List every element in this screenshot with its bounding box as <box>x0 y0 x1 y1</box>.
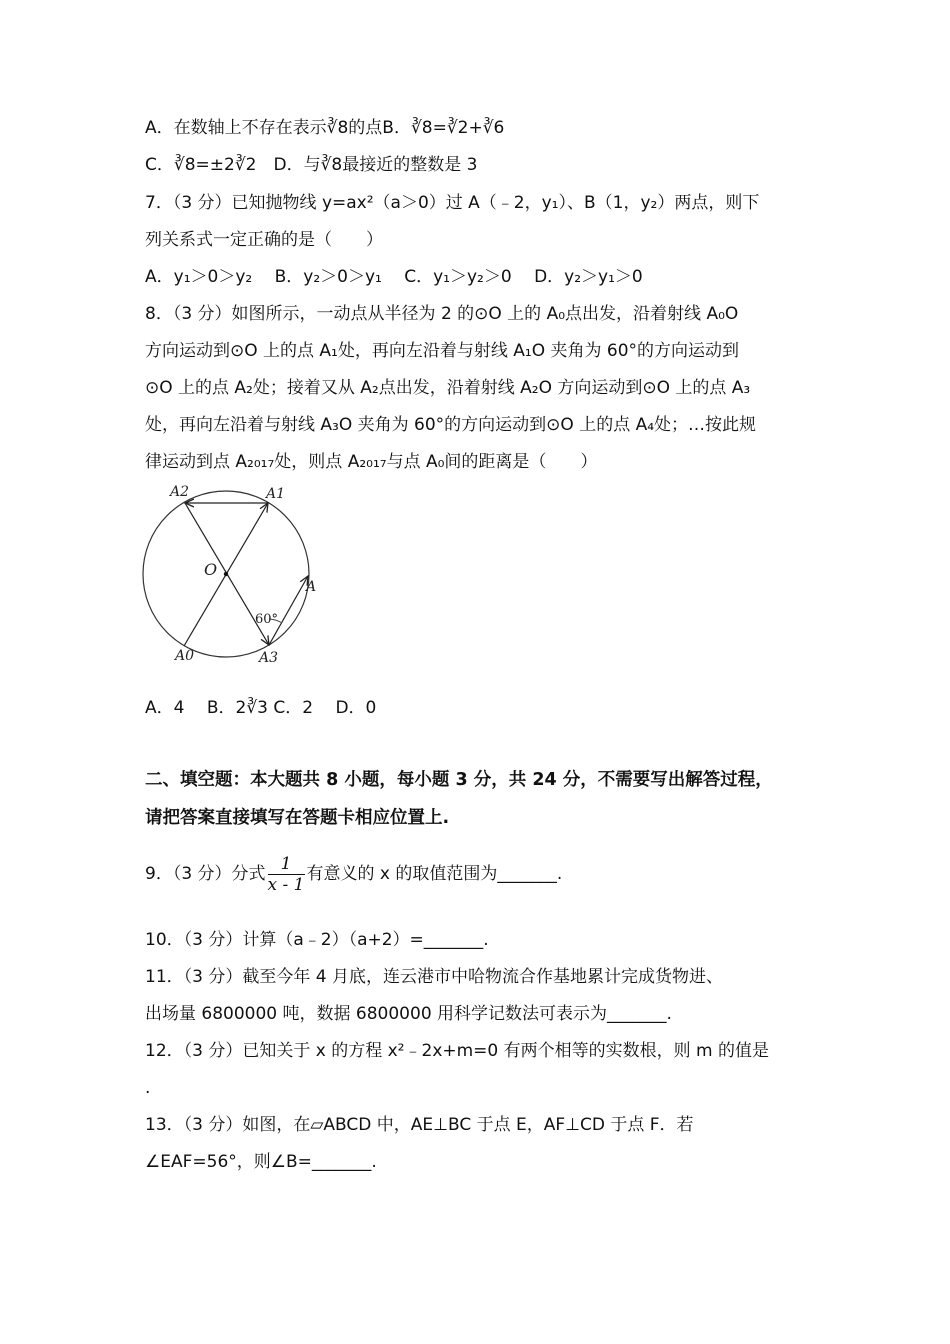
q6-option-a: A．在数轴上不存在表示∛8的点 <box>145 118 383 138</box>
q9-prefix: 9．（3 分）分式 <box>145 864 266 884</box>
q9-fraction-numerator: 1 <box>268 854 305 875</box>
q10-line: 10．（3 分）计算（a﹣2）（a+2）=_______. <box>145 930 489 950</box>
q6-option-b: B．∛8=∛2+∛6 <box>382 118 505 138</box>
q6-options-ab <box>145 116 504 140</box>
q6-option-d: D．与∛8最接近的整数是 3 <box>273 155 478 175</box>
q7-options: A．y₁＞0＞y₂ B．y₂＞0＞y₁ C．y₁＞y₂＞0 D．y₂＞y₁＞0 <box>145 267 643 287</box>
q8-line4: 处，再向左沿着与射线 A₃O 夹角为 60°的方向运动到⊙O 上的点 A₄处；…按此规 <box>145 415 757 435</box>
q7-line2: 列关系式一定正确的是（ ） <box>145 230 383 250</box>
q8-line3: ⊙O 上的点 A₂处；接着又从 A₂点出发，沿着射线 A₂O 方向运动到⊙O 上的点 A₃ <box>145 378 751 398</box>
q6-options-cd <box>145 153 477 177</box>
q11-line1: 11．（3 分）截至今年 4 月底，连云港市中哈物流合作基地累计完成货物进、 <box>145 967 723 987</box>
q8-line5: 律运动到点 A₂₀₁₇处，则点 A₂₀₁₇与点 A₀间的距离是（ ） <box>145 452 598 472</box>
label-a1: A1 <box>266 486 286 502</box>
section2-heading-line2: 请把答案直接填写在答题卡相应位置上. <box>145 808 450 828</box>
q8-options: A．4 B．2∛3 C．2 D．0 <box>145 698 377 718</box>
q7-line1: 7．（3 分）已知抛物线 y=ax²（a＞0）过 A（﹣2，y₁）、B（1，y₂）两点，则下 <box>145 193 760 213</box>
segment-a3-a <box>269 576 308 645</box>
q13-line1: 13．（3 分）如图，在▱ABCD 中，AE⊥BC 于点 E，AF⊥CD 于点 F．若 <box>145 1115 694 1135</box>
center-point <box>224 572 228 576</box>
q12-line2: . <box>145 1078 151 1098</box>
q8-line1: 8．（3 分）如图所示，一动点从半径为 2 的⊙O 上的 A₀点出发，沿着射线 A₀O <box>145 304 739 324</box>
label-a0: A0 <box>175 648 195 664</box>
q9-suffix: 有意义的 x 的取值范围为_______. <box>306 864 563 884</box>
q11-line2: 出场量 6800000 吨，数据 6800000 用科学记数法可表示为_______. <box>145 1004 672 1024</box>
q8-circle-figure <box>138 478 328 668</box>
label-a3: A3 <box>259 650 279 666</box>
label-60-degree: 60° <box>255 612 279 627</box>
label-o: O <box>204 560 218 579</box>
q13-line2: ∠EAF=56°，则∠B=_______. <box>145 1152 377 1172</box>
q9-line <box>145 852 562 896</box>
q6-option-c: C．∛8=±2∛2 <box>145 155 257 175</box>
q12-line1: 12．（3 分）已知关于 x 的方程 x²﹣2x+m=0 有两个相等的实数根，则 m 的值是 <box>145 1041 770 1061</box>
q8-line2: 方向运动到⊙O 上的点 A₁处，再向左沿着与射线 A₁O 夹角为 60°的方向运动到 <box>145 341 740 361</box>
q9-fraction-denominator: x - 1 <box>267 874 305 895</box>
label-a2: A2 <box>170 484 190 500</box>
q9-fraction <box>268 854 305 895</box>
section2-heading-line1: 二、填空题：本大题共 8 小题，每小题 3 分，共 24 分，不需要写出解答过程， <box>145 770 773 790</box>
label-a: A <box>306 579 317 595</box>
